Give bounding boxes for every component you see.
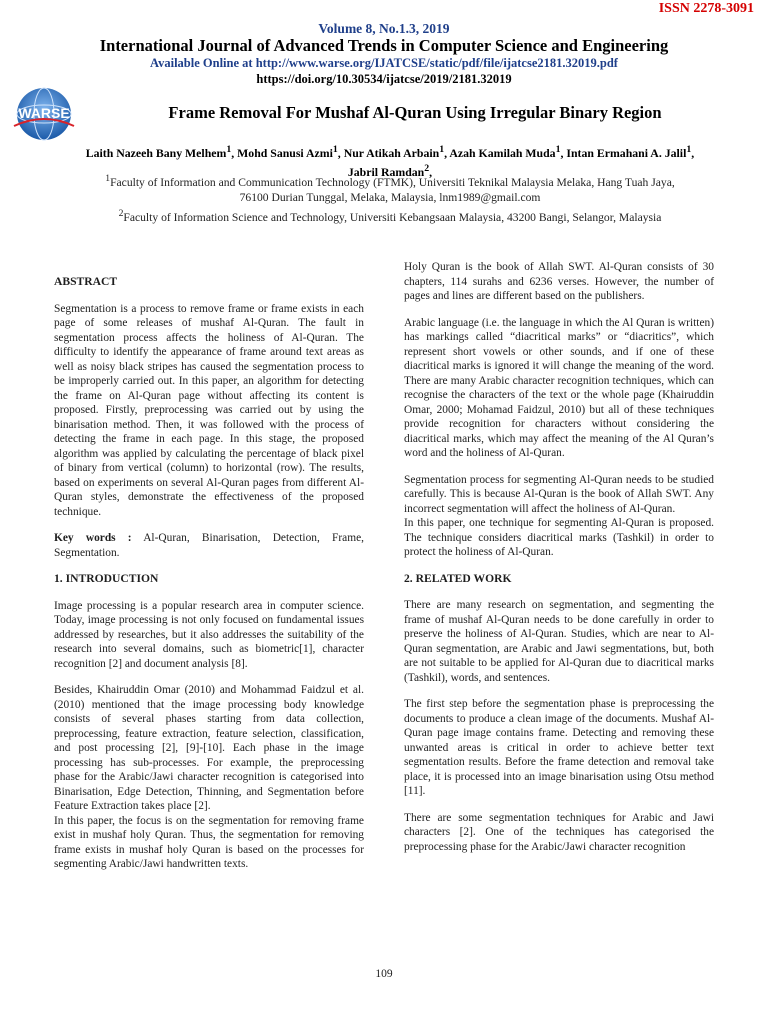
intro-paragraph-3: In this paper, the focus is on the segmentation for removing frame exist in mushaf holy Quran. Thus, the segmentation for removing frame exists in mushaf holy Quran is based on the processes for segmenting Arabic/Jawi handwritten texts.: [54, 814, 364, 870]
author-name: Intan Ermahani A. Jalil: [566, 145, 687, 160]
keywords: [54, 531, 364, 560]
affiliation-text: Faculty of Information and Communication Technology (FTMK), Universiti Teknikal Malaysia Melaka, Hang Tuah Jaya, 76100 Durian Tunggal, Melaka, Malaysia, lnm1989@gmail.com: [110, 175, 675, 205]
affiliations: [90, 171, 690, 225]
author-affiliation-mark: 1: [226, 144, 232, 155]
affiliation-line: [90, 171, 690, 206]
intro-paragraph-1: Image processing is a popular research area in computer science. Today, image processing is not only focused on fundamental issues addressed by researches, but it also addresses the suitability of the research into several domains, such as biometric[1], character recognition [2] and document analysis [8].: [54, 599, 364, 670]
author-name: Laith Nazeeh Bany Melhem: [85, 145, 227, 160]
left-column: [54, 275, 364, 884]
abstract-text: Segmentation is a process to remove frame or frame exists in each page of some releases of mushaf Al-Quran. The fault in segmentation process affects the holiness of Al-Quran. The difficulty to identify the appearance of frame around text areas as well as noisy black stripes has caused the segmentation process to be improperly carried out. In this paper, an algorithm for detecting the frame on Al-Quran page without affecting its content is proposed. Firstly, preprocessing was carried out by using the binarisation method. Then, it was followed with the process of detecting the frame in each page. In this stage, the proposed algorithm was applied by calculating the percentage of black pixel of binary from vertical (column) to horizontal (row). The results, based on experiments on several Al-Quran pages from different Al-Quran styles, demonstrate the effectiveness of the proposed technique.: [54, 302, 364, 518]
affiliation-line: [90, 206, 690, 225]
warse-logo: [8, 86, 80, 142]
paper-title: Frame Removal For Mushaf Al-Quran Using Irregular Binary Region: [168, 103, 662, 122]
author-name: Nur Atikah Arbain: [343, 145, 440, 160]
author-separator: ,: [231, 145, 238, 160]
related-paragraph-1: There are many research on segmentation, and segmenting the frame of mushaf Al-Quran needs to be done carefully in order to preserve the holiness of Al-Quran. Studies, which are near to Al-Quran segmentation, are Arabic and Jawi segmentations, but, both are not suitable to be applied for Al-Quran due to diacritical marks (Tashkil), words, and sentences.: [404, 599, 714, 684]
related-work-heading: 2. RELATED WORK: [404, 571, 512, 585]
author-separator: ,: [429, 164, 433, 179]
right-column: [404, 260, 714, 866]
author-separator: ,: [560, 145, 567, 160]
right-paragraph-2: Arabic language (i.e. the language in which the Al Quran is written) has markings called “diacritical marks” or “diacritics”, which represent short vowels or other sounds, and if one of these diacritical marks is ignored it will change the meaning of the word. There are many Arabic character recognition techniques, which can recognise the characters of the text or the whole page (Khairuddin Omar, 2000; Mohamad Faidzul, 2010) but all of these techniques provide recognition for characters without considering the diacritical marks, which may affect the meaning of the Al Quran’s word and the holiness of Al-Quran.: [404, 316, 714, 459]
affiliation-text: Faculty of Information Science and Technology, Universiti Kebangsaan Malaysia, 43200 Bangi, Selangor, Malaysia: [123, 210, 662, 224]
volume-line: Volume 8, No.1.3, 2019: [318, 21, 450, 36]
author-name: Mohd Sanusi Azmi: [237, 145, 333, 160]
abstract-heading: ABSTRACT: [54, 275, 118, 288]
right-paragraph-1: Holy Quran is the book of Allah SWT. Al-Quran consists of 30 chapters, 114 surahs and 6236 verses. However, the number of pages and lines are different based on the publishers.: [404, 261, 714, 302]
affiliation-mark: 1: [105, 173, 111, 184]
author-affiliation-mark: 1: [555, 144, 561, 155]
author-affiliation-mark: 1: [332, 144, 338, 155]
doi-link[interactable]: https://doi.org/10.30534/ijatcse/2019/2181.32019: [256, 72, 512, 86]
author-affiliation-mark: 1: [439, 144, 445, 155]
affiliation-mark: 2: [118, 207, 124, 219]
author-name: Azah Kamilah Muda: [449, 145, 556, 160]
author-separator: ,: [444, 145, 450, 160]
issn-label: ISSN 2278-3091: [658, 1, 754, 16]
logo-text: WARSE: [18, 105, 70, 121]
available-online-line: [0, 56, 768, 71]
right-paragraph-4: In this paper, one technique for segmenting Al-Quran is proposed. The technique considers diacritical marks (Tashkil) in order to protect the holiness of Al-Quran.: [404, 517, 714, 558]
related-paragraph-2: The first step before the segmentation phase is preprocessing the documents to produce a clean image of the documents. Mushaf Al-Quran page image contains frame. Detecting and removing these unwanted areas is critical in order to achieve better text segmentation results. Before the frame detection and removal take place, it is processed into an image binarisation using Otsu method [11].: [404, 698, 714, 797]
pdf-url-link[interactable]: http://www.warse.org/IJATCSE/static/pdf/file/ijatcse2181.32019.pdf: [255, 56, 618, 70]
related-paragraph-3: There are some segmentation techniques for Arabic and Jawi characters [2]. One of the techniques has categorised the preprocessing phase for the Arabic/Jawi character recognition: [404, 811, 714, 853]
journal-name: International Journal of Advanced Trends in Computer Science and Engineering: [99, 36, 669, 55]
keywords-label: Key words :: [54, 532, 132, 544]
available-prefix: Available Online at: [150, 56, 256, 70]
author-separator: ,: [337, 145, 344, 160]
author-name: Jabril Ramdan: [347, 164, 425, 179]
right-paragraph-3: Segmentation process for segmenting Al-Quran needs to be studied carefully. This is because Al-Quran is the book of Allah SWT. Any incorrect segmentation will affect the holiness of Al-Quran.: [404, 473, 714, 515]
introduction-heading: 1. INTRODUCTION: [54, 572, 159, 585]
keywords-text: Al-Quran, Binarisation, Detection, Frame, Segmentation.: [54, 532, 364, 559]
author-affiliation-mark: 1: [686, 144, 692, 155]
author-separator: ,: [691, 145, 695, 160]
intro-paragraph-2: Besides, Khairuddin Omar (2010) and Mohammad Faidzul et al. (2010) mentioned that the image processing body knowledge consists of several phases starting from data collection, preprocessing, feature extraction, feature selection, classification, and post processing [2], [9]-[10]. Each phase in the image processing has sub-processes. For example, the preprocessing phase for the Arabic/Jawi character recognition is categorised into Binarisation, Edge Detection, Thinning, and Segmentation before Feature Extraction takes place [2].: [54, 684, 364, 812]
page-number: 109: [375, 968, 393, 980]
author-affiliation-mark: 2: [424, 162, 430, 174]
